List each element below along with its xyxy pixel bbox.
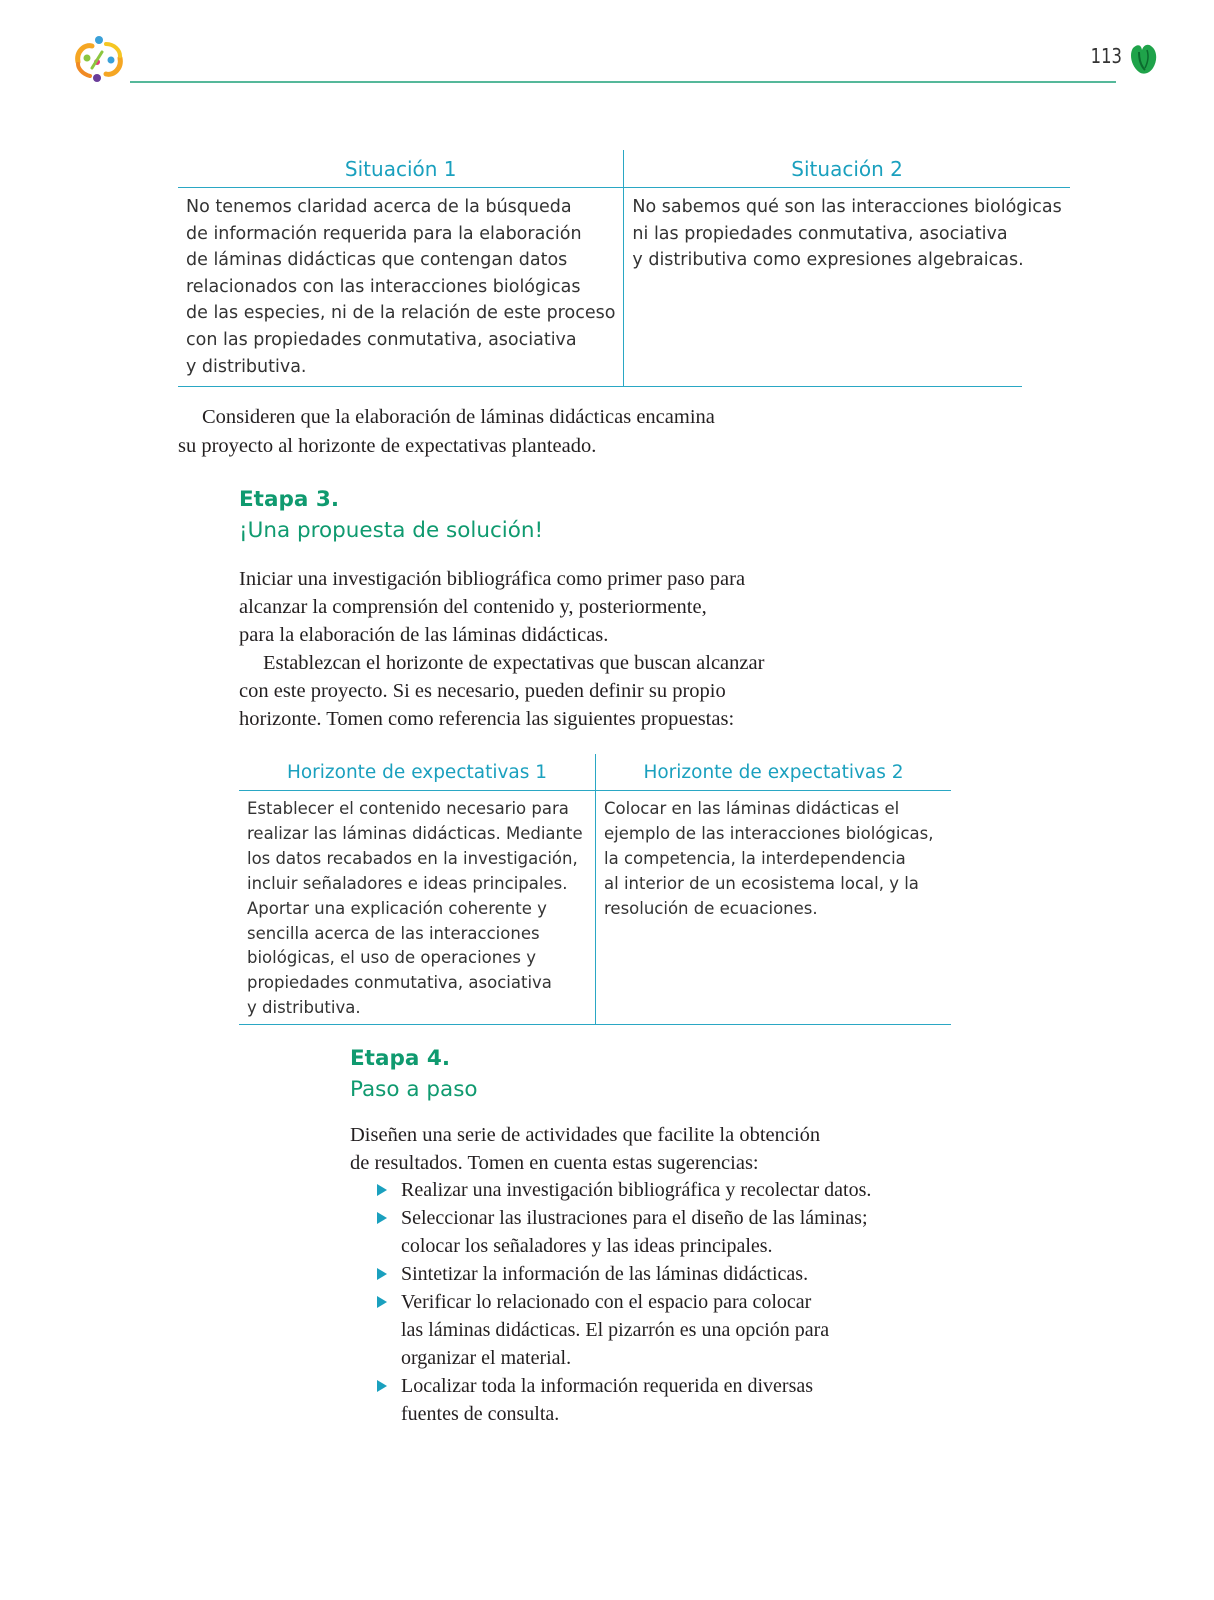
text-line: Sintetizar la información de las láminas didácticas. xyxy=(401,1263,809,1285)
text-line: de láminas didácticas que contengan datos xyxy=(186,250,568,271)
text-line: No tenemos claridad acerca de la búsqueda xyxy=(186,197,572,217)
stage-3-heading xyxy=(239,484,543,546)
text-line: y distributiva. xyxy=(247,998,361,1018)
suggestions-list xyxy=(375,1176,871,1428)
page-number: 113 xyxy=(1090,44,1122,68)
text-line: alcanzar la comprensión del contenido y, posteriormente, xyxy=(239,596,707,618)
stage-4-subtitle: Paso a paso xyxy=(350,1077,478,1102)
text-line: su proyecto al horizonte de expectativas planteado. xyxy=(178,434,597,457)
text-line: Establecer el contenido necesario para xyxy=(247,799,569,818)
list-item xyxy=(375,1372,871,1428)
text-line: sencilla acerca de las interacciones xyxy=(247,923,540,943)
stage-3-paragraph xyxy=(239,565,764,733)
situation-1-text xyxy=(178,188,623,380)
text-line: No sabemos qué son las interacciones biológicas xyxy=(632,197,1062,217)
text-line: Aportar una explicación coherente y xyxy=(247,898,547,918)
text-line: ni las propiedades conmutativa, asociativa xyxy=(632,223,1008,244)
text-line: de resultados. Tomen en cuenta estas sugerencias: xyxy=(350,1152,759,1174)
list-item xyxy=(375,1204,871,1260)
text-line: Realizar una investigación bibliográfica y recolectar datos. xyxy=(401,1179,872,1201)
list-item xyxy=(375,1260,871,1288)
text-line: Consideren que la elaboración de láminas didácticas encamina xyxy=(202,406,715,428)
stage-3-subtitle: ¡Una propuesta de solución! xyxy=(239,518,544,543)
text-line: realizar las láminas didácticas. Mediante xyxy=(247,823,583,843)
expectations-2-column xyxy=(595,754,951,1024)
text-line: propiedades conmutativa, asociativa xyxy=(247,973,552,993)
triangle-bullet-icon xyxy=(377,1296,387,1308)
text-line: Iniciar una investigación bibliográfica como primer paso para xyxy=(239,568,746,590)
expectations-1-text xyxy=(239,791,595,1021)
situation-2-column xyxy=(623,150,1069,386)
text-line: los datos recabados en la investigación, xyxy=(247,848,578,868)
text-line: las láminas didácticas. El pizarrón es una opción para xyxy=(401,1319,830,1341)
text-line: con este proyecto. Si es necesario, pueden definir su propio xyxy=(239,680,726,702)
text-line: Localizar toda la información requerida en diversas xyxy=(401,1375,814,1397)
text-line: de información requerida para la elaboración xyxy=(186,223,582,244)
text-line: Verificar lo relacionado con el espacio para colocar xyxy=(401,1291,812,1313)
text-line: y distributiva como expresiones algebraicas. xyxy=(632,250,1024,271)
list-item xyxy=(375,1288,871,1372)
triangle-bullet-icon xyxy=(377,1184,387,1196)
stage-3-number: Etapa 3. xyxy=(239,487,339,512)
situation-2-text xyxy=(624,188,1069,274)
text-line: y distributiva. xyxy=(186,356,307,377)
text-line: la competencia, la interdependencia xyxy=(604,848,906,868)
triangle-bullet-icon xyxy=(377,1380,387,1392)
text-line: incluir señaladores e ideas principales. xyxy=(247,873,568,893)
text-line: organizar el material. xyxy=(401,1347,572,1369)
situation-1-column xyxy=(178,150,623,386)
list-item xyxy=(375,1176,871,1204)
intro-paragraph xyxy=(178,403,715,460)
expectations-1-header: Horizonte de expectativas 1 xyxy=(239,754,595,791)
header-rule xyxy=(130,81,1116,83)
triangle-bullet-icon xyxy=(377,1212,387,1224)
situation-2-header: Situación 2 xyxy=(624,150,1069,188)
text-line: Colocar en las láminas didácticas el xyxy=(604,799,900,818)
text-line: con las propiedades conmutativa, asociativa xyxy=(186,329,577,350)
text-line: Diseñen una serie de actividades que facilite la obtención xyxy=(350,1124,821,1146)
expectations-2-header: Horizonte de expectativas 2 xyxy=(596,754,951,791)
triangle-bullet-icon xyxy=(377,1268,387,1280)
green-leaf-bud-icon xyxy=(1127,38,1159,76)
text-line: para la elaboración de las láminas didácticas. xyxy=(239,624,609,646)
text-line: de las especies, ni de la relación de este proceso xyxy=(186,303,616,324)
text-line: al interior de un ecosistema local, y la xyxy=(604,873,919,893)
people-circle-logo-icon xyxy=(70,32,128,86)
stage-4-paragraph xyxy=(350,1121,820,1177)
stage-4-number: Etapa 4. xyxy=(350,1046,450,1071)
text-line: biológicas, el uso de operaciones y xyxy=(247,948,536,968)
text-line: Seleccionar las ilustraciones para el diseño de las láminas; xyxy=(401,1207,868,1229)
text-line: colocar los señaladores y las ideas principales. xyxy=(401,1235,773,1257)
expectations-table xyxy=(239,754,951,1025)
text-line: ejemplo de las interacciones biológicas, xyxy=(604,823,934,843)
text-line: relacionados con las interacciones biológicas xyxy=(186,276,581,297)
situations-table xyxy=(178,150,1062,387)
text-line: horizonte. Tomen como referencia las siguientes propuestas: xyxy=(239,708,735,730)
expectations-2-text xyxy=(596,791,951,922)
text-line: Establezcan el horizonte de expectativas que buscan alcanzar xyxy=(263,652,765,674)
situation-1-header: Situación 1 xyxy=(178,150,623,188)
expectations-1-column xyxy=(239,754,595,1024)
stage-4-heading xyxy=(350,1043,478,1105)
text-line: resolución de ecuaciones. xyxy=(604,898,818,918)
text-line: fuentes de consulta. xyxy=(401,1403,560,1425)
